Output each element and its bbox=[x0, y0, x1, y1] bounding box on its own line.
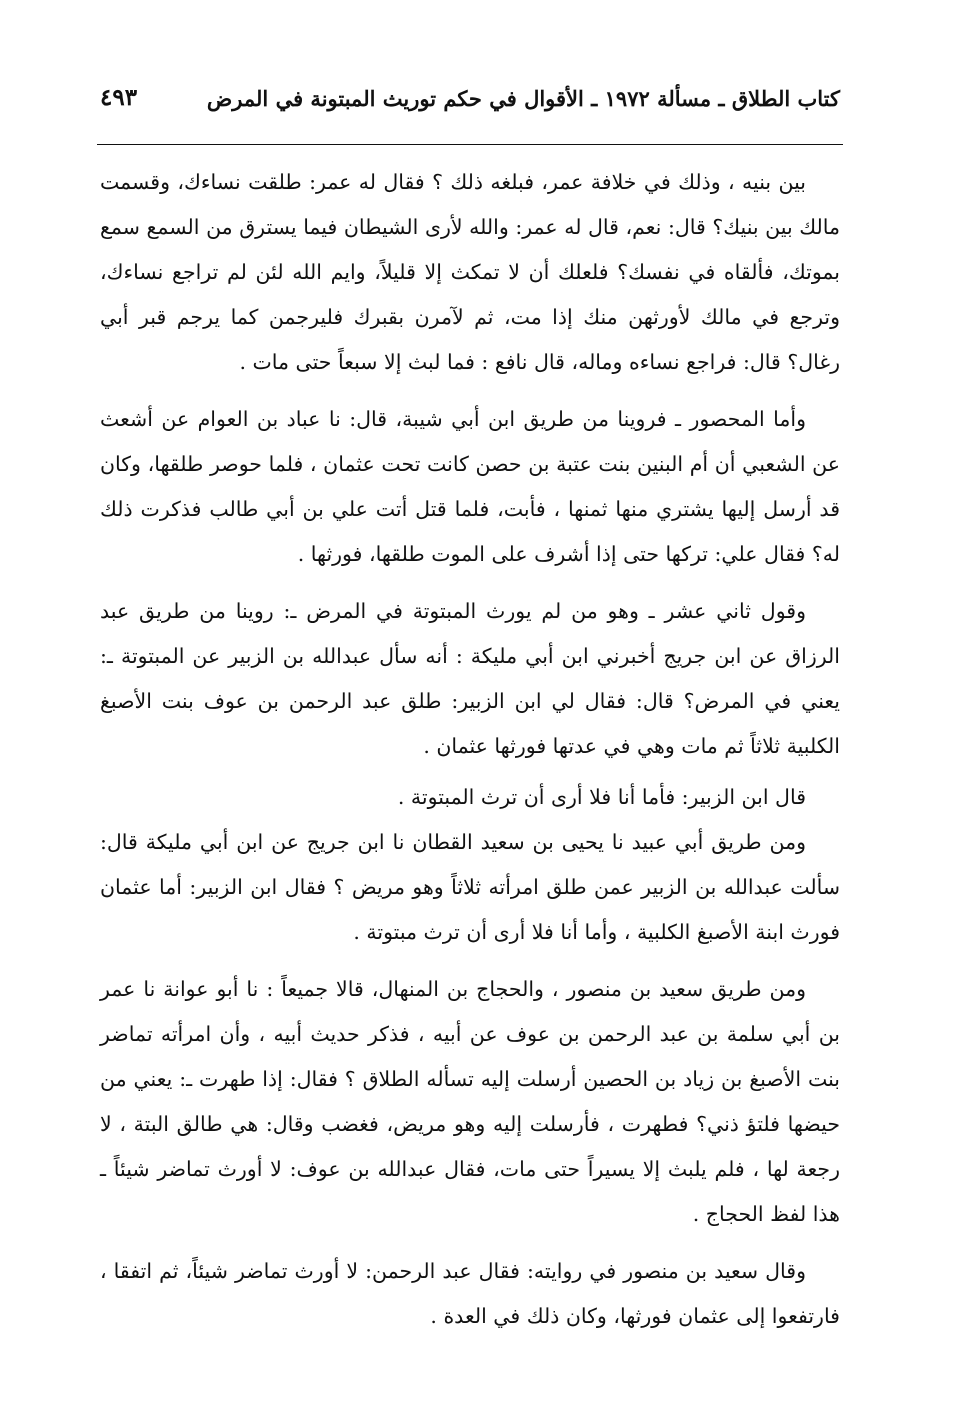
body-text bbox=[100, 160, 840, 1339]
page-number: ٤٩٣ bbox=[100, 84, 138, 111]
paragraph-1: بين بنيه ، وذلك في خلافة عمر، فبلغه ذلك ؟ فقال له عمر: طلقت نساءك، وقسمت مالك بين بنيك؟ قال: نعم، قال له عمر: والله لأرى الشيطان فيما يسترق من السمع سمع بموتك، فألقاه في نفسك؟ فلعلك أن لا تمكث إلا قليلاً، وايم الله لئن لم تراجع نساءك، وترجع في مالك لأورثهن منك إذا مت، ثم لآمرن بقبرك فليرجمن كما يرجم قبر أبي رغال؟ قال: فراجع نساءه وماله، قال نافع : فما لبث إلا سبعاً حتى مات . bbox=[100, 170, 840, 374]
page-header bbox=[100, 82, 840, 122]
running-title: كتاب الطلاق ـ مسألة ١٩٧٢ ـ الأقوال في حكم توريث المبتونة في المرض bbox=[206, 86, 840, 111]
paragraph-2: وأما المحصور ـ فروينا من طريق ابن أبي شيبة، قال: نا عباد بن العوام عن أشعث عن الشعبي أن أم البنين بنت عتبة بن حصن كانت تحت عثمان ، فلما حوصر طلقها، وكان قد أرسل إليها يشتري منها ثمنها ، فأبت، فلما قتل أتت علي بن أبي طالب فذكرت ذلك له؟ فقال علي: تركها حتى إذا أشرف على الموت طلقها، فورثها . bbox=[100, 407, 840, 566]
paragraph-6: ومن طريق سعيد بن منصور ، والحجاج بن المنهال، قالا جميعاً : نا أبو عوانة نا عمر بن أبي سلمة بن عبد الرحمن بن عوف عن أبيه ، فذكر حديث أبيه ، وأن امرأته تماضر بنت الأصبغ بن زياد بن الحصين أرسلت إليه تسأله الطلاق ؟ فقال: إذا طهرت ـ: يعني من حيضها فلتؤ ذني؟ فطهرت ، فأرسلت إليه وهو مريض، فغضب وقال: هي طالق البتة ، لا رجعة لها ، فلم يلبث إلا يسيراً حتى مات، فقال عبدالله بن عوف: لا أورث تماضر شيئاً ـ هذا لفظ الحجاج . bbox=[100, 977, 840, 1226]
paragraph-3: وقول ثاني عشر ـ وهو من لم يورث المبتوتة في المرض ـ: روينا من طريق عبد الرزاق عن ابن جريج أخبرني ابن أبي مليكة : أنه سأل عبدالله بن الزبير عن المبتوتة ـ: يعني في المرض؟ قال: فقال لي ابن الزبير: طلق عبد الرحمن بن عوف بنت الأصبغ الكلبية ثلاثاً ثم مات وهي في عدتها فورثها عثمان . bbox=[100, 599, 840, 758]
paragraph-7: وقال سعيد بن منصور في روايته: فقال عبد الرحمن: لا أورث تماضر شيئاً، ثم اتفقا ، فارتفعوا إلى عثمان فورثها، وكان ذلك في العدة . bbox=[100, 1259, 840, 1328]
header-rule bbox=[97, 144, 843, 145]
paragraph-5: ومن طريق أبي عبيد نا يحيى بن سعيد القطان نا ابن جريج عن ابن أبي مليكة قال: سألت عبدالله بن الزبير عمن طلق امرأته ثلاثاً وهو مريض ؟ فقال ابن الزبير: أما عثمان فورث ابنة الأصبغ الكلبية ، وأما أنا فلا أرى أن ترث مبتوتة . bbox=[100, 830, 840, 944]
paragraph-4: قال ابن الزبير: فأما أنا فلا أرى أن ترث المبتوتة . bbox=[397, 785, 806, 809]
